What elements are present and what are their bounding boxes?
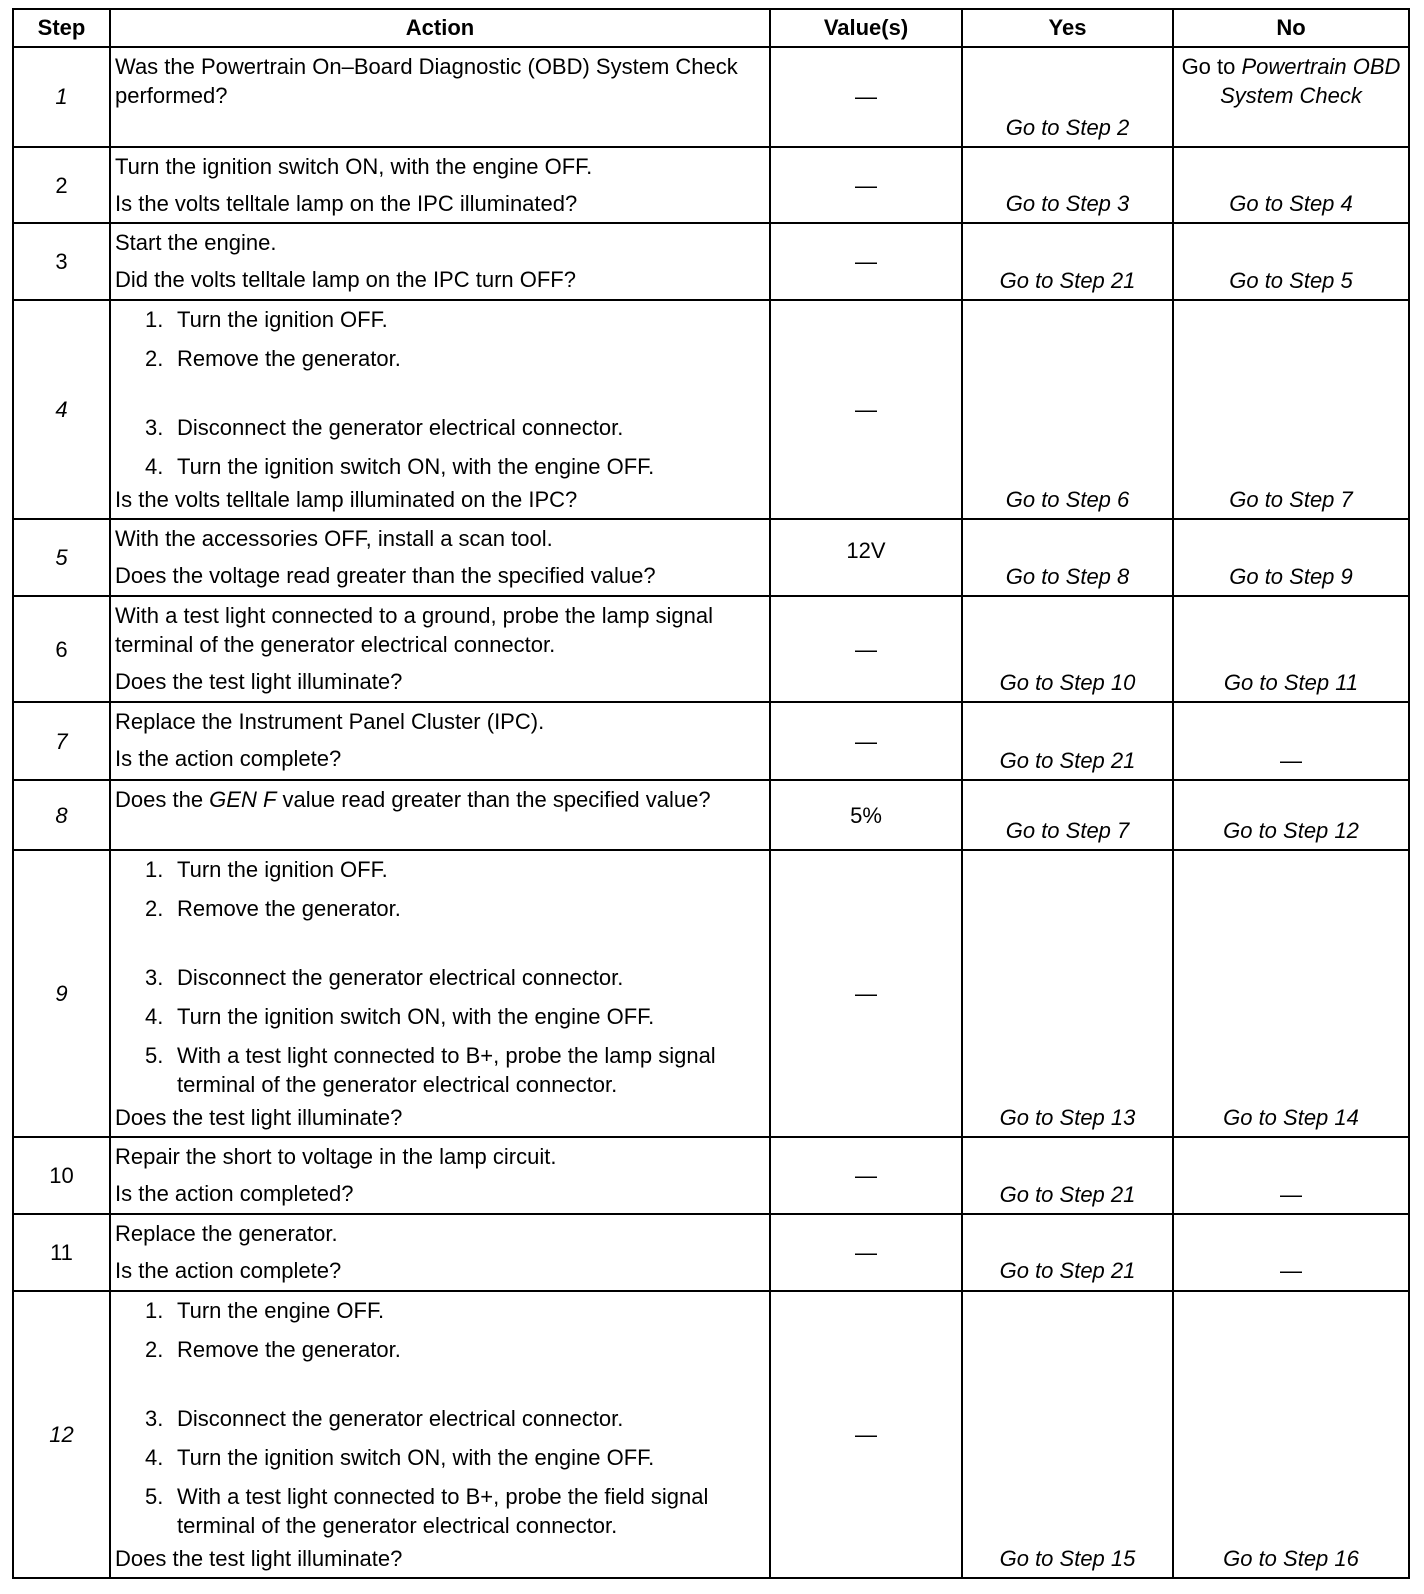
- action-cell: [110, 519, 770, 596]
- table-row: [13, 596, 1409, 702]
- yes-cell: Go to Step 10: [962, 596, 1173, 702]
- list-item-text: Turn the ignition switch ON, with the engine OFF.: [177, 454, 655, 480]
- no-cell: Go to Step 4: [1173, 147, 1409, 223]
- action-emphasis: GEN F: [209, 787, 277, 813]
- action-cell: [110, 223, 770, 300]
- value-cell: —: [770, 1214, 962, 1290]
- no-prefix: Go to: [1181, 54, 1242, 79]
- yes-cell: Go to Step 15: [962, 1291, 1173, 1578]
- table-row: [13, 1214, 1409, 1290]
- value-cell: —: [770, 850, 962, 1137]
- list-item: 3. Disconnect the generator electrical connector.: [145, 415, 624, 441]
- list-item: 1. Turn the ignition OFF.: [145, 307, 388, 333]
- table-row: [13, 47, 1409, 147]
- no-cell: [1173, 47, 1409, 147]
- list-item: 4. Turn the ignition switch ON, with the engine OFF.: [145, 1444, 655, 1470]
- step-number: 12: [13, 1291, 110, 1578]
- value-cell: —: [770, 47, 962, 147]
- table-row: [13, 780, 1409, 850]
- action-question: Did the volts telltale lamp on the IPC turn OFF?: [115, 267, 576, 293]
- action-cell: [110, 47, 770, 147]
- yes-cell: Go to Step 7: [962, 780, 1173, 850]
- yes-cell: Go to Step 3: [962, 147, 1173, 223]
- action-instruction: Turn the ignition switch ON, with the engine OFF.: [115, 154, 593, 179]
- action-list: [115, 305, 763, 481]
- list-item-text: Disconnect the generator electrical connector.: [177, 415, 624, 441]
- action-instruction: With a test light connected to a ground, probe the lamp signal terminal of the generator electrical connector.: [115, 603, 714, 658]
- value-cell: —: [770, 702, 962, 780]
- action-instruction: Replace the generator.: [115, 1221, 338, 1247]
- yes-cell: Go to Step 2: [962, 47, 1173, 147]
- step-number: 10: [13, 1137, 110, 1214]
- header-yes: Yes: [962, 9, 1173, 47]
- list-item: 4. Turn the ignition switch ON, with the engine OFF.: [145, 1004, 655, 1030]
- no-cell: Go to Step 16: [1173, 1291, 1409, 1578]
- list-item: 3. Disconnect the generator electrical connector.: [145, 1405, 624, 1431]
- no-cell: Go to Step 14: [1173, 850, 1409, 1137]
- yes-cell: Go to Step 21: [962, 702, 1173, 780]
- list-item-text: With a test light connected to B+, probe the field signal terminal of the generator electrical connector.: [177, 1483, 709, 1538]
- table-row: [13, 519, 1409, 596]
- value-cell: —: [770, 1137, 962, 1214]
- list-item: 5. With a test light connected to B+, probe the lamp signal terminal of the generator electrical connector.: [145, 1041, 763, 1099]
- header-step: Step: [13, 9, 110, 47]
- yes-cell: Go to Step 21: [962, 1137, 1173, 1214]
- step-number: 7: [13, 702, 110, 780]
- list-item-text: Turn the engine OFF.: [177, 1297, 385, 1323]
- no-cell: Go to Step 12: [1173, 780, 1409, 850]
- action-instruction: Repair the short to voltage in the lamp circuit.: [115, 1144, 557, 1170]
- action-question: [115, 785, 763, 814]
- action-question: Is the action completed?: [115, 1181, 354, 1207]
- no-cell: Go to Step 7: [1173, 300, 1409, 519]
- action-instruction: Start the engine.: [115, 230, 277, 256]
- list-item-text: With a test light connected to B+, probe the lamp signal terminal of the generator electrical connector.: [177, 1043, 716, 1098]
- action-cell: [110, 147, 770, 223]
- action-question: Does the test light illuminate?: [115, 1105, 403, 1131]
- header-values: Value(s): [770, 9, 962, 47]
- yes-cell: Go to Step 8: [962, 519, 1173, 596]
- value-cell: 12V: [770, 519, 962, 596]
- table-row: [13, 702, 1409, 780]
- yes-cell: Go to Step 6: [962, 300, 1173, 519]
- table-row: [13, 223, 1409, 300]
- no-cell: Go to Step 5: [1173, 223, 1409, 300]
- action-question: Is the volts telltale lamp on the IPC illuminated?: [115, 191, 578, 217]
- header-row: [13, 9, 1409, 47]
- table-row: [13, 147, 1409, 223]
- table-row: [13, 1291, 1409, 1578]
- action-question: Is the action complete?: [115, 1258, 342, 1284]
- list-item: 2. Remove the generator.: [145, 1336, 401, 1362]
- list-item-text: Turn the ignition OFF.: [177, 307, 388, 333]
- step-number: 3: [13, 223, 110, 300]
- action-question: Is the volts telltale lamp illuminated on the IPC?: [115, 487, 578, 513]
- no-link: Powertrain OBD System Check: [1220, 54, 1401, 109]
- no-cell: —: [1173, 1214, 1409, 1290]
- action-cell: [110, 1214, 770, 1290]
- action-cell: [110, 596, 770, 702]
- list-item-text: Disconnect the generator electrical connector.: [177, 965, 624, 991]
- list-item: 5. With a test light connected to B+, probe the field signal terminal of the generator electrical connector.: [145, 1482, 763, 1540]
- action-instruction: With the accessories OFF, install a scan tool.: [115, 526, 553, 552]
- action-cell: [110, 780, 770, 850]
- action-instruction: Replace the Instrument Panel Cluster (IPC).: [115, 709, 545, 735]
- list-item: 1. Turn the engine OFF.: [145, 1297, 385, 1323]
- list-item: 3. Disconnect the generator electrical connector.: [145, 965, 624, 991]
- table-row: [13, 850, 1409, 1137]
- table-row: [13, 1137, 1409, 1214]
- action-question: Was the Powertrain On–Board Diagnostic (OBD) System Check performed?: [115, 54, 738, 109]
- value-cell: 5%: [770, 780, 962, 850]
- no-cell: Go to Step 11: [1173, 596, 1409, 702]
- action-cell: [110, 702, 770, 780]
- step-number: 5: [13, 519, 110, 596]
- list-item-text: Remove the generator.: [177, 346, 401, 372]
- action-cell: [110, 1137, 770, 1214]
- no-cell: —: [1173, 1137, 1409, 1214]
- list-item-text: Disconnect the generator electrical connector.: [177, 1405, 624, 1431]
- yes-cell: Go to Step 21: [962, 1214, 1173, 1290]
- step-number: 1: [13, 47, 110, 147]
- action-list: [115, 1296, 763, 1540]
- list-item-text: Turn the ignition switch ON, with the engine OFF.: [177, 1444, 655, 1470]
- table-row: [13, 300, 1409, 519]
- diagnostic-table: [12, 8, 1410, 1579]
- action-cell: [110, 850, 770, 1137]
- action-list: [115, 855, 763, 1099]
- step-number: 8: [13, 780, 110, 850]
- step-number: 6: [13, 596, 110, 702]
- step-number: 2: [13, 147, 110, 223]
- value-cell: —: [770, 147, 962, 223]
- list-item: 1. Turn the ignition OFF.: [145, 857, 388, 883]
- value-cell: —: [770, 1291, 962, 1578]
- action-cell: [110, 300, 770, 519]
- list-item-text: Turn the ignition switch ON, with the engine OFF.: [177, 1004, 655, 1030]
- action-question: Does the test light illuminate?: [115, 669, 403, 695]
- action-question: Is the action complete?: [115, 746, 342, 772]
- action-cell: [110, 1291, 770, 1578]
- list-item: 2. Remove the generator.: [145, 346, 401, 372]
- action-text: value read greater than the specified value?: [276, 787, 711, 813]
- value-cell: —: [770, 223, 962, 300]
- action-question: Does the test light illuminate?: [115, 1545, 403, 1571]
- header-action: Action: [110, 9, 770, 47]
- list-item-text: Remove the generator.: [177, 896, 401, 922]
- step-number: 11: [13, 1214, 110, 1290]
- value-cell: —: [770, 596, 962, 702]
- no-cell: Go to Step 9: [1173, 519, 1409, 596]
- yes-cell: Go to Step 21: [962, 223, 1173, 300]
- action-question: Does the voltage read greater than the specified value?: [115, 563, 656, 589]
- no-cell: —: [1173, 702, 1409, 780]
- header-no: No: [1173, 9, 1409, 47]
- step-number: 4: [13, 300, 110, 519]
- step-number: 9: [13, 850, 110, 1137]
- list-item: 4. Turn the ignition switch ON, with the engine OFF.: [145, 454, 655, 480]
- value-cell: —: [770, 300, 962, 519]
- list-item-text: Turn the ignition OFF.: [177, 857, 388, 883]
- list-item-text: Remove the generator.: [177, 1336, 401, 1362]
- action-text: Does the: [115, 787, 210, 813]
- yes-cell: Go to Step 13: [962, 850, 1173, 1137]
- list-item: 2. Remove the generator.: [145, 896, 401, 922]
